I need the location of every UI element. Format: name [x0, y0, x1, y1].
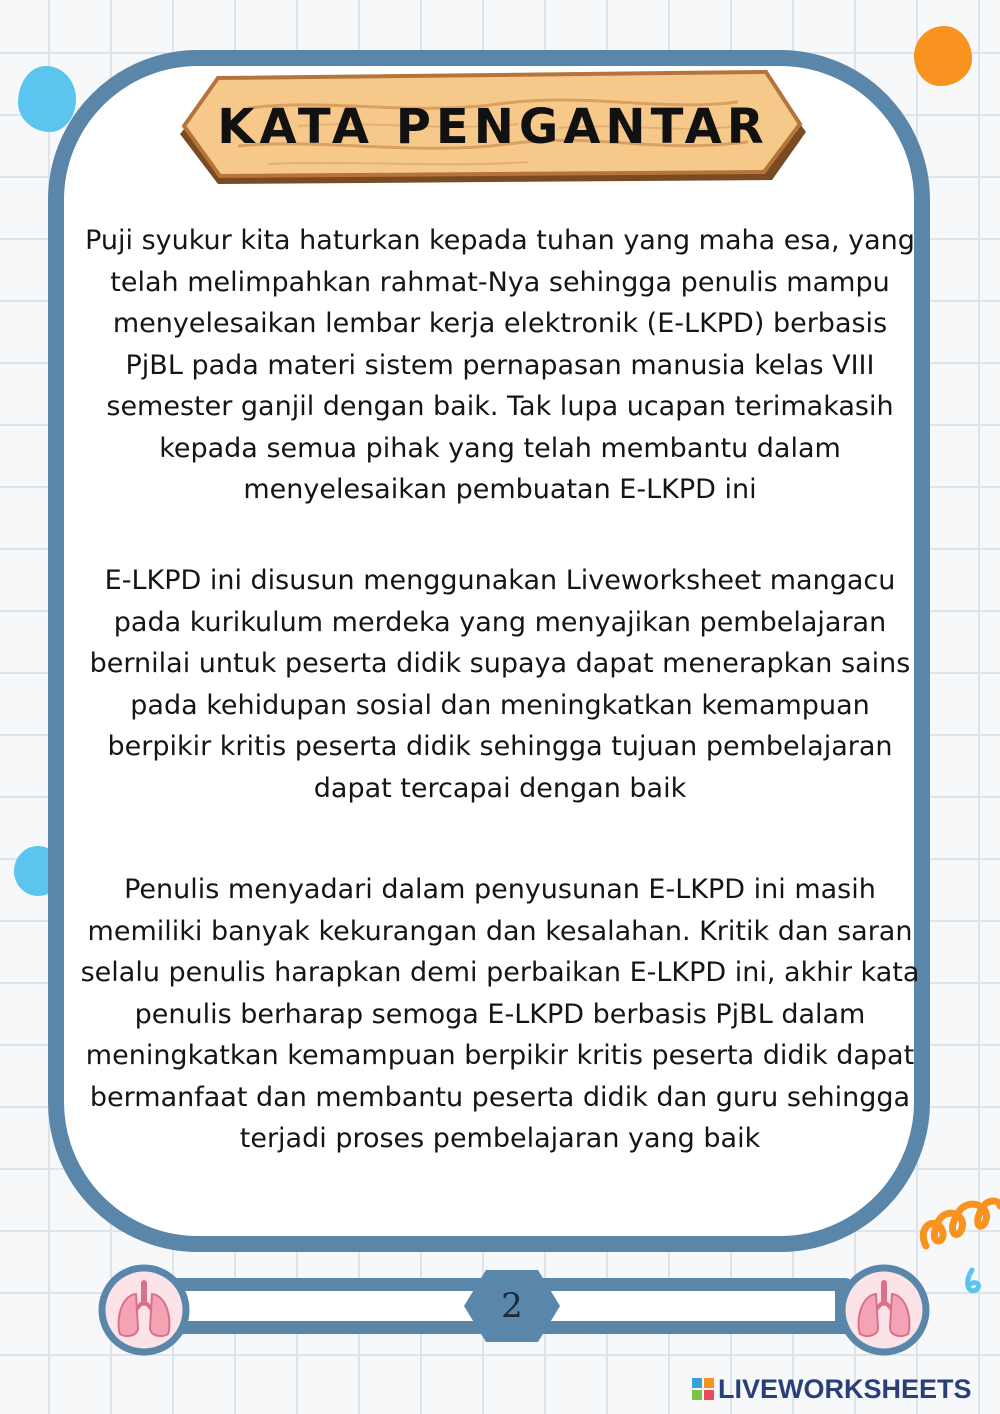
- blue-blob-top-left: [18, 66, 76, 132]
- paragraph-3: Penulis menyadari dalam penyusunan E-LKPD ini masih memiliki banyak kekurangan dan kesalahan. Kritik dan saran selalu penulis harapkan demi perbaikan E-LKPD ini, akhir kata penulis berharap semoga E-LKPD berbasis PjBL dalam meningkatkan kemampuan berpikir kritis peserta didik dapat bermanfaat dan membantu peserta didik dan guru sehingga terjadi proses pembelajaran yang baik: [80, 874, 920, 1154]
- title-banner: [178, 68, 808, 192]
- liveworksheets-logo-icon: [692, 1378, 714, 1400]
- lungs-icon: [98, 1264, 190, 1360]
- liveworksheets-watermark: [692, 1374, 972, 1404]
- page-number: 2: [501, 1286, 523, 1326]
- watermark-text: LIVEWORKSHEETS: [718, 1373, 972, 1404]
- paragraph-2: E-LKPD ini disusun menggunakan Liveworksheet mangacu pada kurikulum merdeka yang menyajikan pembelajaran bernilai untuk peserta didik supaya dapat menerapkan sains pada kehidupan sosial dan meningkatkan kemampuan berpikir kritis peserta didik sehingga tujuan pembelajaran dapat tercapai dengan baik: [89, 565, 911, 804]
- swirl-decoration-icon: [916, 1186, 1000, 1316]
- paragraph-1: Puji syukur kita haturkan kepada tuhan yang maha esa, yang telah melimpahkan rahmat-Nya sehingga penulis mampu menyelesaikan lembar kerja elektronik (E-LKPD) berbasis PjBL pada materi sistem pernapasan manusia kelas VIII semester ganjil dengan baik. Tak lupa ucapan terimakasih kepada semua pihak yang telah membantu dalam menyelesaikan pembuatan E-LKPD ini: [85, 225, 915, 505]
- page-title: KATA PENGANTAR: [217, 99, 769, 155]
- orange-blob-top-right: [914, 26, 972, 86]
